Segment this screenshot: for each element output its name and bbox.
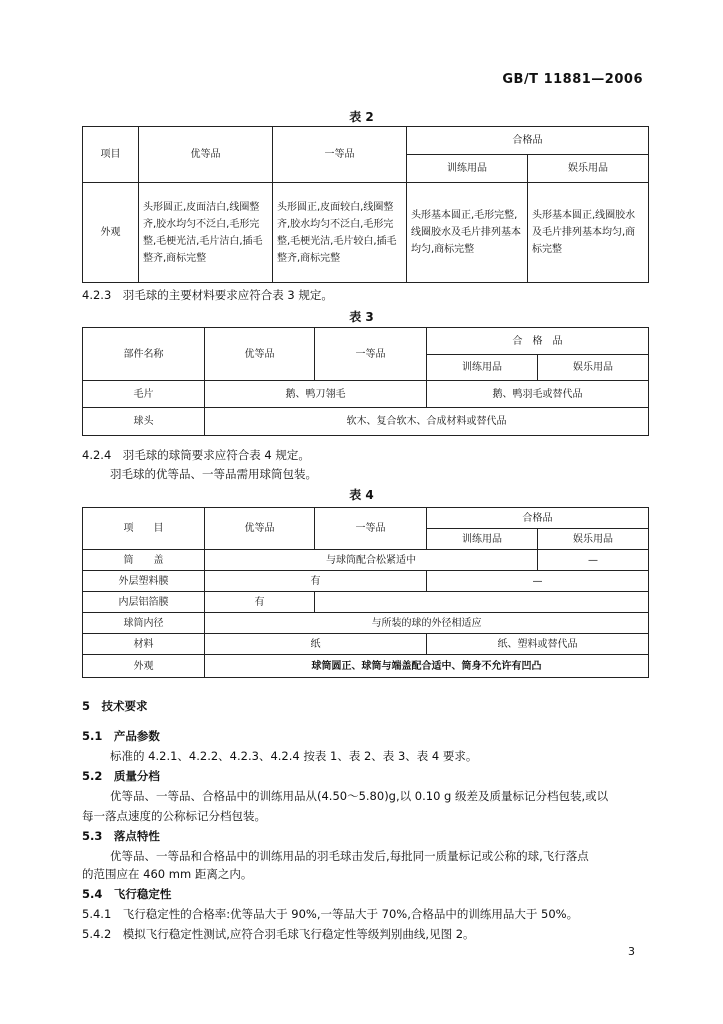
s541-text: 5.4.1 飞行稳定性的合格率:优等品大于 90%,一等品大于 70%,合格品中的训练用品大于 50%。 — [82, 907, 579, 921]
t2-h-premium: 优等品 — [139, 127, 273, 183]
t4-r1-main: 与球筒配合松紧适中 — [205, 550, 538, 571]
s53-text2: 的范围应在 460 mm 距离之内。 — [82, 867, 253, 881]
t4-r3-label: 内层铝箔膜 — [83, 592, 205, 613]
t3-h-qualified: 合 格 品 — [427, 328, 649, 355]
t4-h-item: 项 目 — [83, 508, 205, 550]
table4-caption: 表 4 — [349, 488, 374, 502]
t3-h-part: 部件名称 — [83, 328, 205, 381]
t2-h-entertainment: 娱乐用品 — [528, 155, 649, 183]
t4-h-training: 训练用品 — [427, 529, 538, 550]
s51-text: 标准的 4.2.1、4.2.2、4.2.3、4.2.4 按表 1、表 2、表 3、表 4 要求。 — [110, 749, 478, 763]
t2-row-first: 头形圆正,皮面较白,线圈整齐,胶水均匀不泛白,毛形完整,毛梗光洁,毛片较白,插毛整齐,商标完整 — [273, 183, 407, 283]
clause-424b: 羽毛球的优等品、一等品需用球筒包装。 — [110, 467, 317, 481]
s52-title: 5.2 质量分档 — [82, 769, 160, 783]
section5-title: 5 技术要求 — [82, 699, 148, 713]
s52-text2: 每一落点速度的公称标记分档包装。 — [82, 809, 266, 823]
standard-id: GB/T 11881—2006 — [502, 72, 643, 87]
table4 — [82, 507, 649, 678]
clause-424: 4.2.4 羽毛球的球筒要求应符合表 4 规定。 — [82, 448, 310, 462]
t4-r1-label: 筒 盖 — [83, 550, 205, 571]
t4-r3-premium: 有 — [205, 592, 315, 613]
t3-r2-all: 软木、复合软木、合成材料或替代品 — [205, 408, 649, 436]
t2-h-first: 一等品 — [273, 127, 407, 183]
t2-row-premium: 头形圆正,皮面洁白,线圈整齐,胶水均匀不泛白,毛形完整,毛梗光洁,毛片洁白,插毛整齐,商标完整 — [139, 183, 273, 283]
t3-h-premium: 优等品 — [205, 328, 315, 381]
t2-row-label: 外观 — [83, 183, 139, 283]
t2-h-training: 训练用品 — [407, 155, 528, 183]
t4-r5-premium-first: 纸 — [205, 634, 427, 655]
t4-r3-rest — [315, 592, 649, 613]
t4-r2-premium-first: 有 — [205, 571, 427, 592]
t4-h-entertainment: 娱乐用品 — [538, 529, 649, 550]
t4-h-qualified: 合格品 — [427, 508, 649, 529]
t3-r1-premium-first: 鹅、鸭刀翎毛 — [205, 381, 427, 408]
t3-h-entertainment: 娱乐用品 — [538, 355, 649, 381]
t2-row-entertainment: 头形基本圆正,线圈胶水及毛片排列基本均匀,商标完整 — [528, 183, 649, 283]
table2-caption: 表 2 — [349, 110, 374, 124]
t4-r1-entertainment: — — [538, 550, 649, 571]
table3 — [82, 327, 649, 436]
t3-r1-qualified: 鹅、鸭羽毛或替代品 — [427, 381, 649, 408]
s53-text1: 优等品、一等品和合格品中的训练用品的羽毛球击发后,每批同一质量标记或公称的球,飞行落点 — [110, 849, 589, 863]
t3-h-training: 训练用品 — [427, 355, 538, 381]
t4-r5-label: 材料 — [83, 634, 205, 655]
s51-title: 5.1 产品参数 — [82, 729, 160, 743]
t3-r2-label: 球头 — [83, 408, 205, 436]
s542-text: 5.4.2 模拟飞行稳定性测试,应符合羽毛球飞行稳定性等级判别曲线,见图 2。 — [82, 927, 475, 941]
t4-r2-qualified: — — [427, 571, 649, 592]
t4-r5-qualified: 纸、塑料或替代品 — [427, 634, 649, 655]
t2-h-qualified: 合格品 — [407, 127, 649, 155]
table2 — [82, 126, 649, 283]
t4-r6-all: 球筒圆正、球筒与端盖配合适中、筒身不允许有凹凸 — [205, 655, 649, 678]
t4-h-premium: 优等品 — [205, 508, 315, 550]
table3-caption: 表 3 — [349, 310, 374, 324]
t4-r2-label: 外层塑料膜 — [83, 571, 205, 592]
t4-r4-label: 球筒内径 — [83, 613, 205, 634]
s52-text1: 优等品、一等品、合格品中的训练用品从(4.50～5.80)g,以 0.10 g 级差及质量标记分档包装,或以 — [110, 789, 609, 803]
s54-title: 5.4 飞行稳定性 — [82, 887, 172, 901]
t4-r4-all: 与所装的球的外径相适应 — [205, 613, 649, 634]
t3-h-first: 一等品 — [315, 328, 427, 381]
page-number: 3 — [628, 945, 635, 958]
t2-row-training: 头形基本圆正,毛形完整,线圈胶水及毛片排列基本均匀,商标完整 — [407, 183, 528, 283]
t4-h-first: 一等品 — [315, 508, 427, 550]
t3-r1-label: 毛片 — [83, 381, 205, 408]
clause-423: 4.2.3 羽毛球的主要材料要求应符合表 3 规定。 — [82, 288, 333, 302]
t2-h-item: 项目 — [83, 127, 139, 183]
s53-title: 5.3 落点特性 — [82, 829, 160, 843]
t4-r6-label: 外观 — [83, 655, 205, 678]
